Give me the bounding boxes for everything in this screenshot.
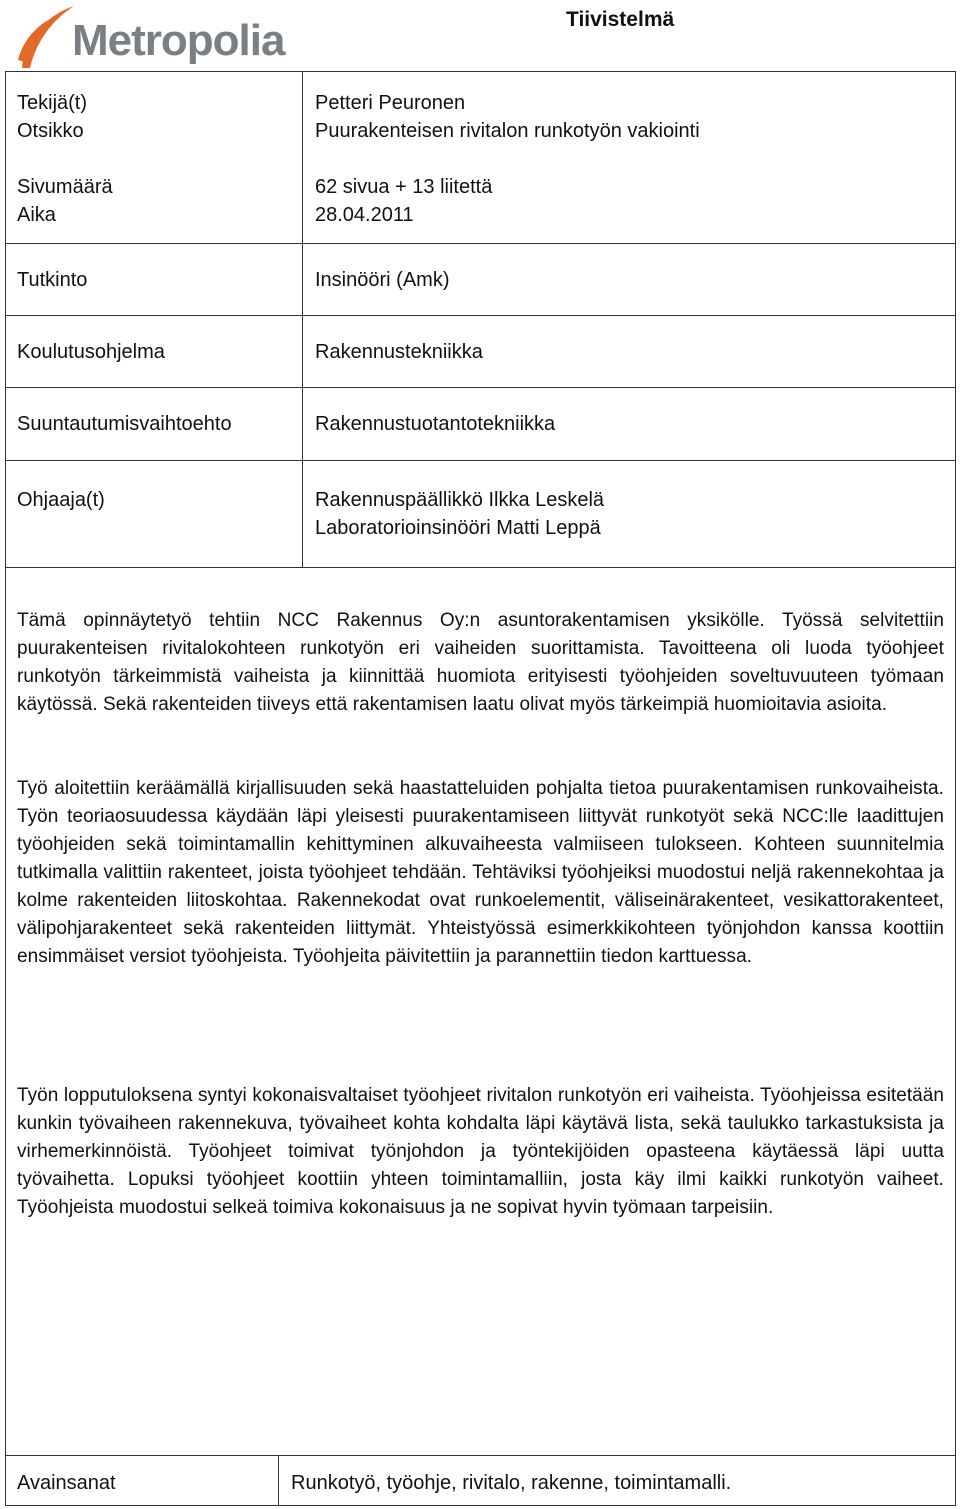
row-divider <box>5 243 956 244</box>
keywords-label: Avainsanat <box>17 1472 116 1494</box>
column-divider <box>278 1455 279 1506</box>
metropolia-logo <box>14 2 324 74</box>
row-divider <box>5 1455 956 1456</box>
degree-label: Tutkinto <box>17 269 88 291</box>
date-value: 28.04.2011 <box>315 204 414 226</box>
supervisor-2-value: Laboratorioinsinööri Matti Leppä <box>315 517 601 539</box>
programme-label: Koulutusohjelma <box>17 341 165 363</box>
author-label: Tekijä(t) <box>17 92 88 114</box>
row-divider <box>5 315 956 316</box>
specialisation-label: Suuntautumisvaihtoehto <box>17 413 232 435</box>
supervisor-1-value: Rakennuspäällikkö Ilkka Leskelä <box>315 489 605 511</box>
programme-value: Rakennustekniikka <box>315 341 483 363</box>
document-type-heading: Tiivistelmä <box>566 8 675 31</box>
specialisation-value: Rakennustuotantotekniikka <box>315 413 556 435</box>
keywords-value: Runkotyö, työohje, rivitalo, rakenne, toimintamalli. <box>291 1472 732 1494</box>
degree-value: Insinööri (Amk) <box>315 269 450 291</box>
abstract-paragraph-2: Työ aloitettiin keräämällä kirjallisuuden sekä haastatteluiden pohjalta tietoa puurakentamisen runkovaiheista. Työn teoriaosuudessa käydään läpi yleisesti puurakentamiseen liittyvät runkotyöt sekä NCC:lle laadittujen työohjeiden sekä toimintamallin kehittyminen alkuvaiheesta valmiiseen tulokseen. Kohteen suunnitelmia tutkimalla valittiin rakenteet, joista työohjeet tehdään. Tehtäviksi työohjeiksi muodostui neljä rakennekohtaa ja kolme rakenteiden liitoskohtaa. Rakennekodat ovat runkoelementit, väliseinärakenteet, vesikattorakenteet, välipohjarakenteet sekä rakenteiden liittymät. Yhteistyössä esimerkkikohteen työnjohdon kanssa koottiin ensimmäiset versiot työohjeista. Työohjeita päivitettiin ja parannettiin tiedon karttuessa. <box>17 778 944 967</box>
row-divider <box>5 387 956 388</box>
title-value: Puurakenteisen rivitalon runkotyön vakiointi <box>315 120 700 142</box>
page-count-label: Sivumäärä <box>17 176 113 198</box>
abstract-paragraph-3: Työn lopputuloksena syntyi kokonaisvaltaiset työohjeet rivitalon runkotyön eri vaiheista. Työohjeissa esitetään kunkin työvaiheen rakennekuva, työvaiheet kohta kohdalta läpi käytävä lista, sekä taulukko tarkastuksista ja virhemerkinnöistä. Työohjeet toimivat työnjohdon ja työntekijöiden opasteena käytäessä läpi uutta työvaihetta. Lopuksi työohjeet koottiin yhteen toimintamalliin, josta käy ilmi kaikki runkotyön vaiheet. Työohjeista muodostui selkeä toimiva kokonaisuus ja ne sopivat hyvin työmaan tarpeisiin. <box>17 1085 944 1218</box>
supervisors-label: Ohjaaja(t) <box>17 489 105 511</box>
title-label: Otsikko <box>17 120 84 142</box>
date-label: Aika <box>17 204 56 226</box>
row-divider <box>5 567 956 568</box>
logo-wordmark: Metropolia <box>72 16 285 65</box>
logo-swoosh-icon <box>14 2 76 74</box>
row-divider <box>5 460 956 461</box>
abstract-paragraph-1: Tämä opinnäytetyö tehtiin NCC Rakennus Oy:n asuntorakentamisen yksikölle. Työssä selvitettiin puurakenteisen rivitalokohteen runkotyön eri vaiheiden suorittamista. Tavoitteena oli luoda työohjeet runkotyön tärkeimmistä vaiheista ja kiinnittää huomiota erityisesti työohjeiden soveltuvuuteen työmaan käytössä. Sekä rakenteiden tiiveys että rakentamisen laatu olivat myös tärkeimpiä huomioitavia asioita. <box>17 610 944 715</box>
column-divider <box>302 71 303 568</box>
page-count-value: 62 sivua + 13 liitettä <box>315 176 493 198</box>
author-value: Petteri Peuronen <box>315 92 466 114</box>
